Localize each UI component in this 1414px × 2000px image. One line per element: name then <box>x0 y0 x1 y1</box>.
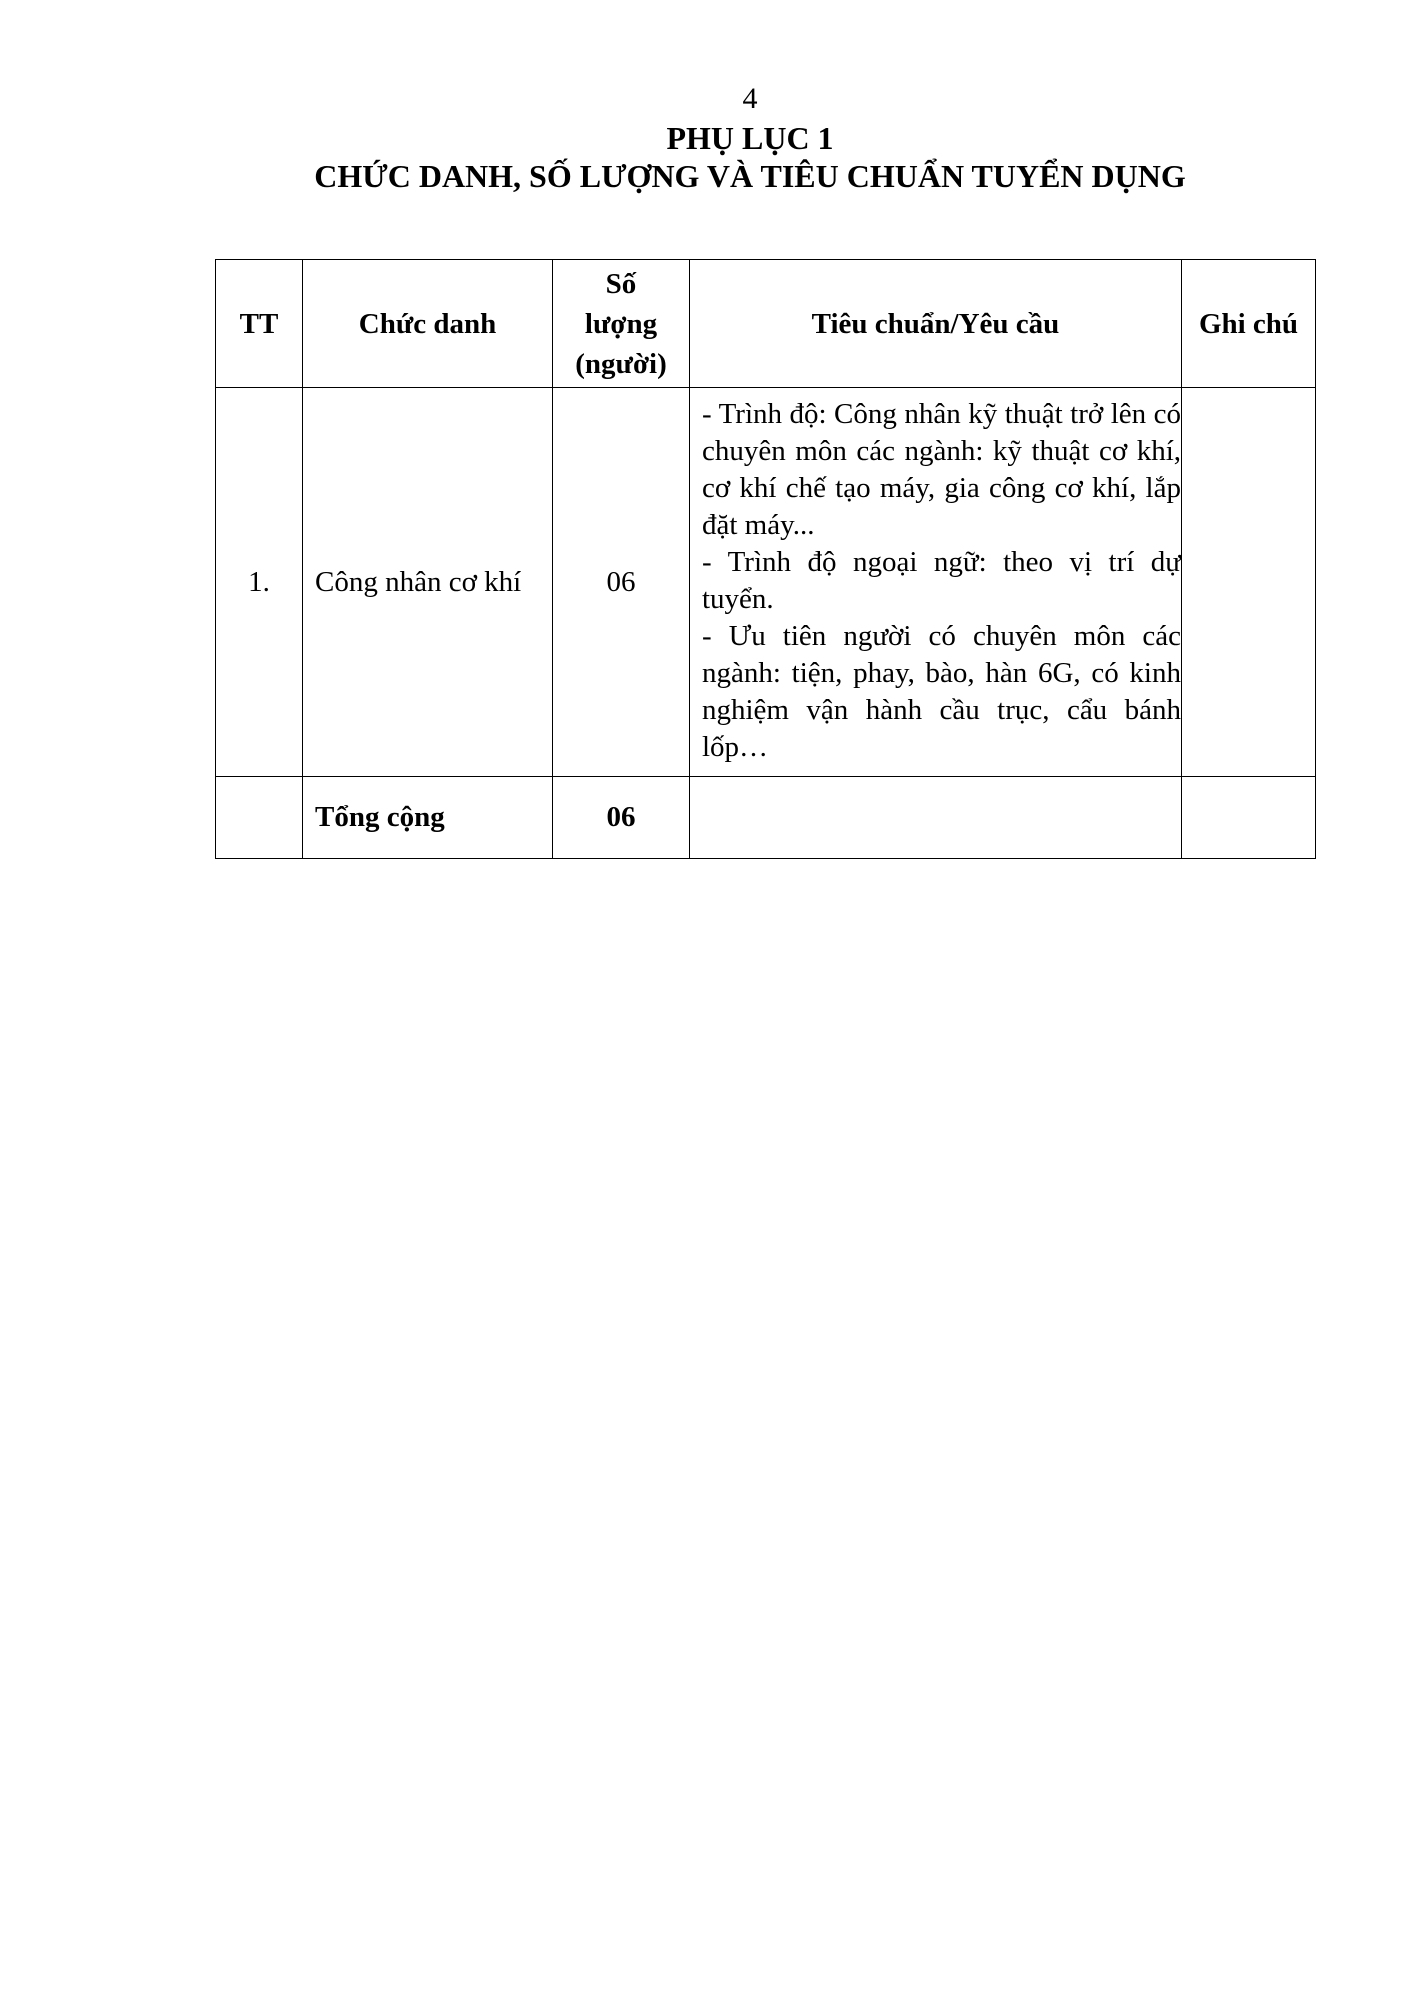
requirement-line: - Trình độ ngoại ngữ: theo vị trí dự tuyển. <box>702 546 1181 615</box>
header-requirements: Tiêu chuẩn/Yêu cầu <box>690 260 1182 388</box>
table-row <box>216 388 1316 777</box>
appendix-subtitle: CHỨC DANH, SỐ LƯỢNG VÀ TIÊU CHUẨN TUYỂN DỤNG <box>314 158 1186 194</box>
header-notes: Ghi chú <box>1182 260 1316 388</box>
row-tt: 1. <box>216 388 303 777</box>
row-requirements <box>690 388 1182 777</box>
total-label: Tổng cộng <box>303 777 553 859</box>
recruitment-table <box>215 259 1316 859</box>
table-header-row <box>216 260 1316 388</box>
requirement-line: - Trình độ: Công nhân kỹ thuật trở lên có chuyên môn các ngành: kỹ thuật cơ khí, cơ khí chế tạo máy, gia công cơ khí, lắp đặt máy... <box>702 398 1181 541</box>
total-quantity: 06 <box>553 777 690 859</box>
total-row <box>216 777 1316 859</box>
page-number: 4 <box>742 82 758 115</box>
total-tt <box>216 777 303 859</box>
requirement-line: - Ưu tiên người có chuyên môn các ngành: tiện, phay, bào, hàn 6G, có kinh nghiệm vận hành cầu trục, cẩu bánh lốp… <box>702 620 1181 763</box>
header-title: Chức danh <box>303 260 553 388</box>
header-tt: TT <box>216 260 303 388</box>
total-requirements <box>690 777 1182 859</box>
total-notes <box>1182 777 1316 859</box>
header-quantity <box>553 260 690 388</box>
header-quantity-label: Số lượng (người) <box>575 267 667 380</box>
row-notes <box>1182 388 1316 777</box>
appendix-title: PHỤ LỤC 1 <box>666 120 834 156</box>
row-quantity: 06 <box>553 388 690 777</box>
row-title: Công nhân cơ khí <box>303 388 553 777</box>
